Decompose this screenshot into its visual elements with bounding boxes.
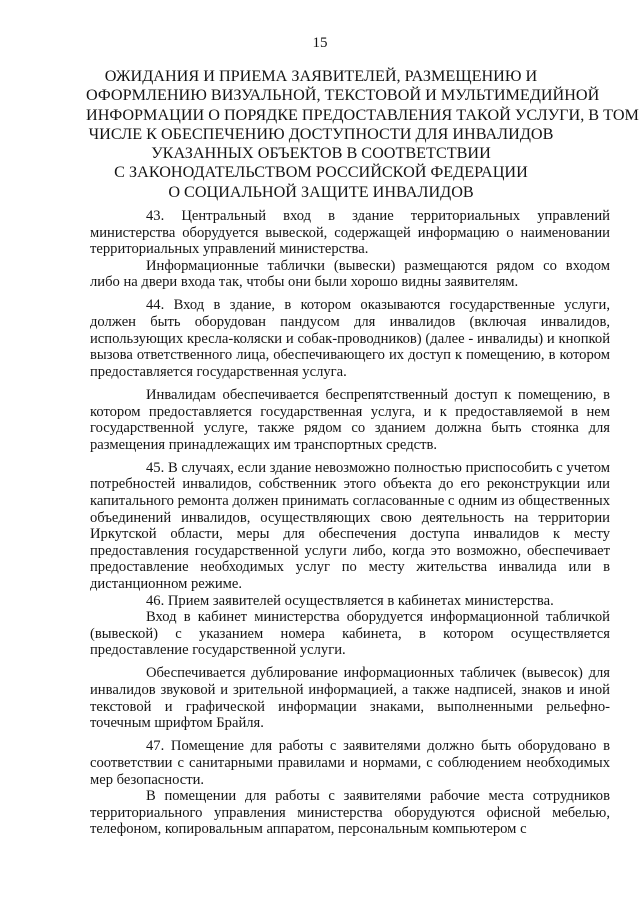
paragraph-44-access: Инвалидам обеспечивается беспрепятственный доступ к помещению, в котором предоставляется государственная услуга, и к предоставляемой в нем государственной услуге, также рядом со зданием должна быть стоянка для размещения принадлежащих им транспортных средств. — [90, 386, 610, 453]
paragraph-43: 43. Центральный вход в здание территориальных управлений министерства оборудуется вывеской, содержащей информацию о наименовании территориальных управлений министерства. — [90, 208, 610, 258]
heading-line: ЧИСЛЕ К ОБЕСПЕЧЕНИЮ ДОСТУПНОСТИ ДЛЯ ИНВАЛИДОВ — [88, 124, 554, 143]
heading-line: О СОЦИАЛЬНОЙ ЗАЩИТЕ ИНВАЛИДОВ — [168, 182, 474, 201]
paragraph-47: 47. Помещение для работы с заявителями должно быть оборудовано в соответствии с санитарными правилами и нормами, с соблюдением необходимых мер безопасности. — [90, 738, 610, 788]
section-heading — [86, 67, 639, 202]
paragraph-43-signage: Информационные таблички (вывески) размещаются рядом со входом либо на двери входа так, чтобы они были хорошо видны заявителям. — [90, 257, 610, 291]
paragraph-46-braille: Обеспечивается дублирование информационных табличек (вывесок) для инвалидов звуковой и зрительной информацией, а также надписей, знаков и иной текстовой и графической информации знаками, выполненными рельефно-точечным шрифтом Брайля. — [90, 665, 610, 732]
heading-line: ИНФОРМАЦИИ О ПОРЯДКЕ ПРЕДОСТАВЛЕНИЯ ТАКОЙ УСЛУГИ, В ТОМ — [86, 105, 639, 124]
paragraph-45: 45. В случаях, если здание невозможно полностью приспособить с учетом потребностей инвалидов, собственник этого объекта до его реконструкции или капитального ремонта должен принимать согласованные с одним из общественных объединений инвалидов, осуществляющих свою деятельность на территории Иркутской области, меры для обеспечения доступа инвалидов к месту предоставления государственной услуги либо, когда это возможно, обеспечивает предоставление необходимых услуг по месту жительства инвалида или в дистанционном режиме. — [90, 459, 610, 592]
body-text — [90, 208, 610, 838]
page-number: 15 — [312, 35, 328, 51]
heading-line: ОФОРМЛЕНИЮ ВИЗУАЛЬНОЙ, ТЕКСТОВОЙ И МУЛЬТИМЕДИЙНОЙ — [86, 86, 600, 105]
paragraph-47-workplaces: В помещении для работы с заявителями рабочие места сотрудников территориального управления министерства оборудуются офисной мебелью, телефоном, копировальным аппаратом, персональным компьютером с — [90, 788, 610, 838]
heading-line: С ЗАКОНОДАТЕЛЬСТВОМ РОССИЙСКОЙ ФЕДЕРАЦИИ — [114, 163, 528, 182]
paragraph-44: 44. Вход в здание, в котором оказываются государственные услуги, должен быть оборудован пандусом для инвалидов (включая инвалидов, использующих кресла-коляски и собак-проводников) (далее - инвалиды) и кнопкой вызова ответственного лица, обеспечивающего их доступ к помещению, в котором предоставляется государственная услуга. — [90, 297, 610, 380]
heading-line: УКАЗАННЫХ ОБЪЕКТОВ В СООТВЕТСТВИИ — [151, 144, 491, 163]
heading-line: ОЖИДАНИЯ И ПРИЕМА ЗАЯВИТЕЛЕЙ, РАЗМЕЩЕНИЮ И — [104, 67, 538, 85]
paragraph-46: 46. Прием заявителей осуществляется в кабинетах министерства. — [146, 592, 554, 609]
paragraph-46-door-sign: Вход в кабинет министерства оборудуется информационной табличкой (вывеской) с указанием номера кабинета, в котором осуществляется предоставление государственной услуги. — [90, 609, 610, 659]
